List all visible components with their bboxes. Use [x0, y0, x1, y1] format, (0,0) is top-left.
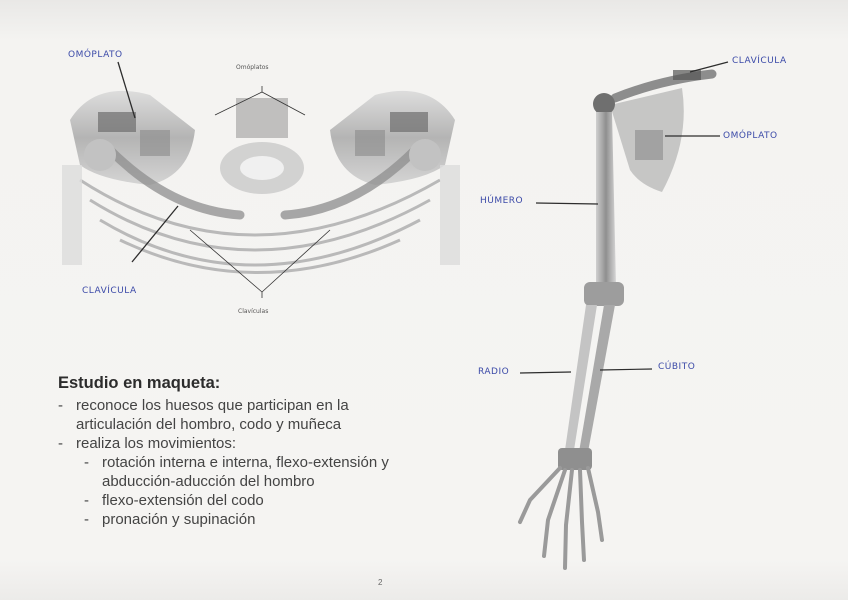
study-instructions	[58, 374, 478, 529]
page-number: 2	[378, 578, 383, 587]
clavicle-shade	[673, 70, 701, 80]
label-cubito: CÚBITO	[658, 362, 696, 372]
study-item-recognize-line2: articulación del hombro, codo y muñeca	[76, 416, 342, 433]
study-subitem-shoulder-line1: rotación interna e interna, flexo-extensión y	[102, 454, 389, 471]
study-subitem-shoulder-line2: abducción-aducción del hombro	[102, 473, 315, 490]
arm-elbow	[584, 282, 624, 306]
study-item-movements: - realiza los movimientos:	[58, 434, 478, 453]
label-omoplato-left: OMÓPLATO	[68, 50, 123, 60]
study-subitem-pronation: - pronación y supinación	[58, 510, 478, 529]
label-omoplato-right: OMÓPLATO	[723, 131, 778, 141]
arm-humerus	[596, 112, 616, 285]
study-subitem-elbow: - flexo-extensión del codo	[58, 491, 478, 510]
label-clavicula-right: CLAVÍCULA	[732, 56, 787, 66]
label-radio: RADIO	[478, 367, 510, 377]
study-item-recognize-line1: reconoce los huesos que participan en la	[76, 397, 349, 414]
scapula-shade	[635, 130, 663, 160]
study-title: Estudio en maqueta:	[58, 374, 221, 392]
arm-humeral-head	[593, 93, 615, 115]
arm-hand	[520, 468, 602, 568]
small-label-bottom: Clavículas	[238, 308, 269, 315]
study-subitem-shoulder	[58, 453, 478, 491]
label-humero: HÚMERO	[480, 196, 524, 206]
study-item-recognize	[58, 396, 478, 434]
label-clavicula-left: CLAVÍCULA	[82, 286, 137, 296]
small-label-top: Omóplatos	[236, 64, 269, 71]
